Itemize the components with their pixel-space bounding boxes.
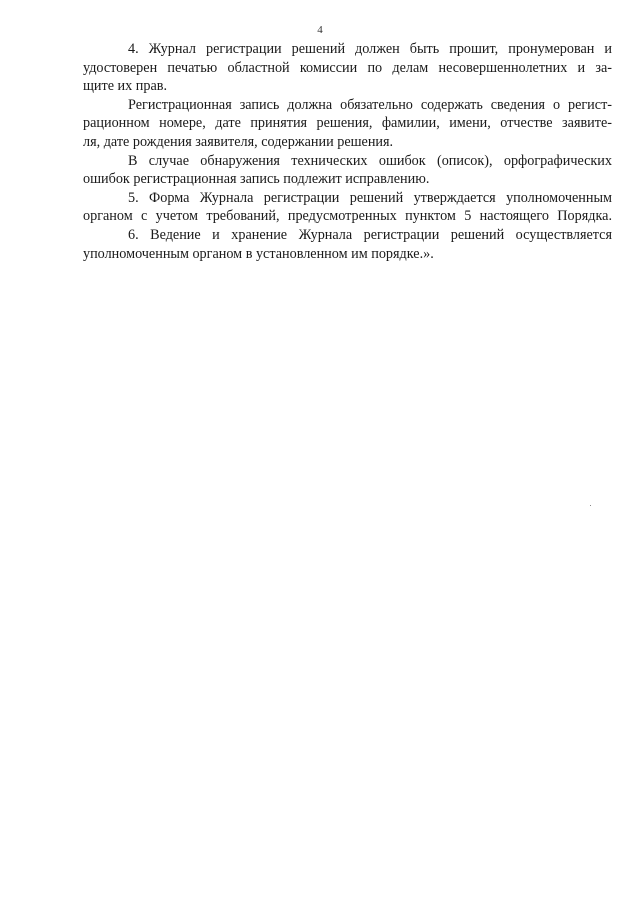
text-line: ля, дате рождения заявителя, содержании решения. — [83, 133, 394, 150]
text-line: органом с учетом требований, предусмотренных пунктом 5 настоящего Порядка. — [83, 208, 612, 225]
text-line: Регистрационная запись должна обязательно содержать сведения о регист- — [128, 96, 612, 113]
paragraph-error-correction — [83, 152, 612, 189]
text-line: уполномоченным органом в установленном им порядке.». — [83, 245, 434, 262]
text-line: 6. Ведение и хранение Журнала регистрации решений осуществляется — [128, 226, 612, 243]
paragraph-journal-form — [83, 189, 612, 226]
scan-speck — [590, 505, 591, 506]
page-number: 4 — [317, 24, 323, 36]
text-line: удостоверен печатью областной комиссии по делам несовершеннолетних и за- — [83, 59, 612, 76]
text-line: 5. Форма Журнала регистрации решений утверждается уполномоченным — [128, 189, 612, 206]
paragraph-journal-binding — [83, 40, 612, 96]
text-line: рационном номере, дате принятия решения, фамилии, имени, отчестве заявите- — [83, 115, 612, 132]
document-body — [83, 40, 612, 263]
text-line: 4. Журнал регистрации решений должен быть прошит, пронумерован и — [128, 41, 612, 57]
text-line: ошибок регистрационная запись подлежит исправлению. — [83, 171, 430, 188]
text-line: В случае обнаружения технических ошибок (описок), орфографических — [128, 152, 612, 169]
paragraph-registration-entry — [83, 96, 612, 152]
text-line: щите их прав. — [83, 78, 168, 95]
paragraph-journal-storage — [83, 226, 612, 263]
